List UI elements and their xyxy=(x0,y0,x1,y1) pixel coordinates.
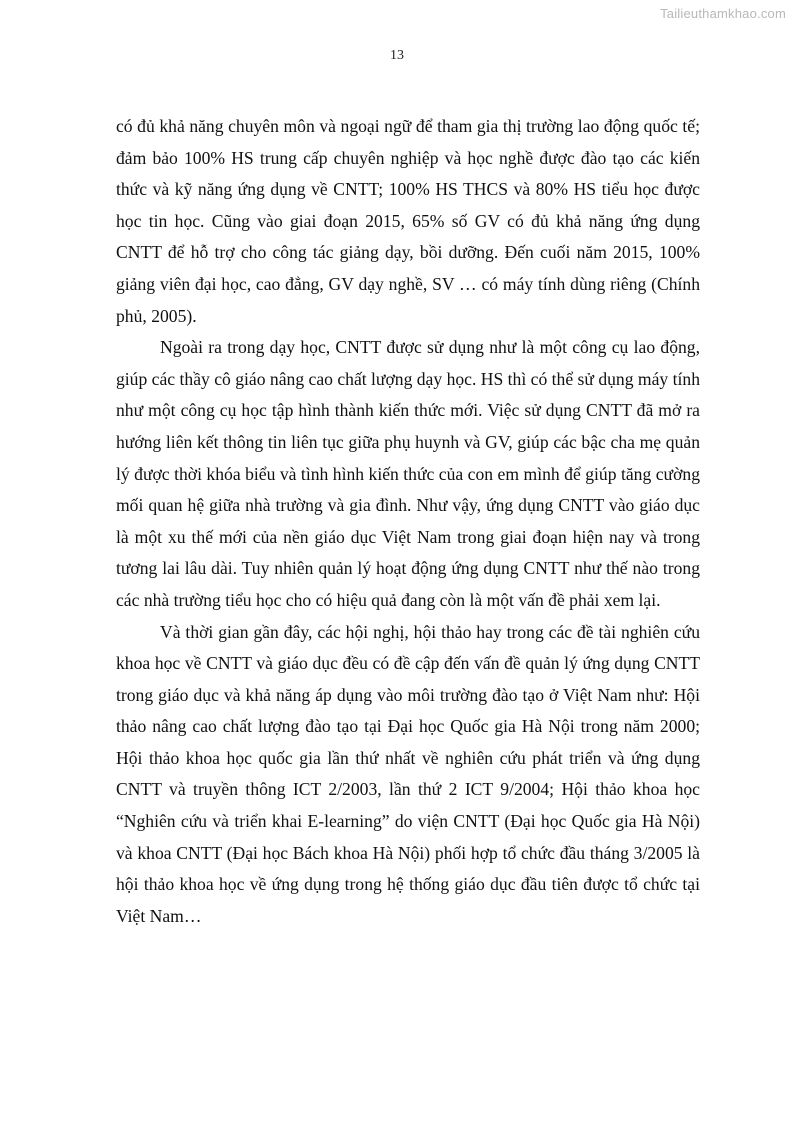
paragraph: Ngoài ra trong dạy học, CNTT được sử dụng như là một công cụ lao động, giúp các thầy cô giáo nâng cao chất lượng dạy học. HS thì có thể sử dụng máy tính như một công cụ học tập hình thành kiến thức mới. Việc sử dụng CNTT đã mở ra hướng liên kết thông tin liên tục giữa phụ huynh và GV, giúp các bậc cha mẹ quản lý được thời khóa biểu và tình hình kiến thức của con em mình để giúp tăng cường mối quan hệ giữa nhà trường và gia đình. Như vậy, ứng dụng CNTT vào giáo dục là một xu thế mới của nền giáo dục Việt Nam trong giai đoạn hiện nay và trong tương lai lâu dài. Tuy nhiên quản lý hoạt động ứng dụng CNTT như thế nào trong các nhà trường tiểu học cho có hiệu quả đang còn là một vấn đề phải xem lại. xyxy=(116,337,700,610)
document-body xyxy=(116,111,700,932)
paragraph-continued: có đủ khả năng chuyên môn và ngoại ngữ để tham gia thị trường lao động quốc tế; đảm bảo 100% HS trung cấp chuyên nghiệp và học nghề được đào tạo các kiến thức và kỹ năng ứng dụng về CNTT; 100% HS THCS và 80% HS tiểu học được học tin học. Cũng vào giai đoạn 2015, 65% số GV có đủ khả năng ứng dụng CNTT để hỗ trợ cho công tác giảng dạy, bồi dưỡng. Đến cuối năm 2015, 100% giảng viên đại học, cao đẳng, GV dạy nghề, SV … có máy tính dùng riêng (Chính phủ, 2005). xyxy=(116,116,700,326)
paragraph: Và thời gian gần đây, các hội nghị, hội thảo hay trong các đề tài nghiên cứu khoa học về CNTT và giáo dục đều có đề cập đến vấn đề quản lý ứng dụng CNTT trong giáo dục và khả năng áp dụng vào môi trường đào tạo ở Việt Nam như: Hội thảo nâng cao chất lượng đào tạo tại Đại học Quốc gia Hà Nội trong năm 2000; Hội thảo khoa học quốc gia lần thứ nhất về nghiên cứu phát triển và ứng dụng CNTT và truyền thông ICT 2/2003, lần thứ 2 ICT 9/2004; Hội thảo khoa học “Nghiên cứu và triển khai E-learning” do viện CNTT (Đại học Quốc gia Hà Nội) và khoa CNTT (Đại học Bách khoa Hà Nội) phối hợp tổ chức đầu tháng 3/2005 là hội thảo khoa học về ứng dụng trong hệ thống giáo dục đầu tiên được tổ chức tại Việt Nam… xyxy=(116,621,700,926)
watermark: Tailieuthamkhao.com xyxy=(660,6,786,21)
page-number: 13 xyxy=(390,48,404,63)
